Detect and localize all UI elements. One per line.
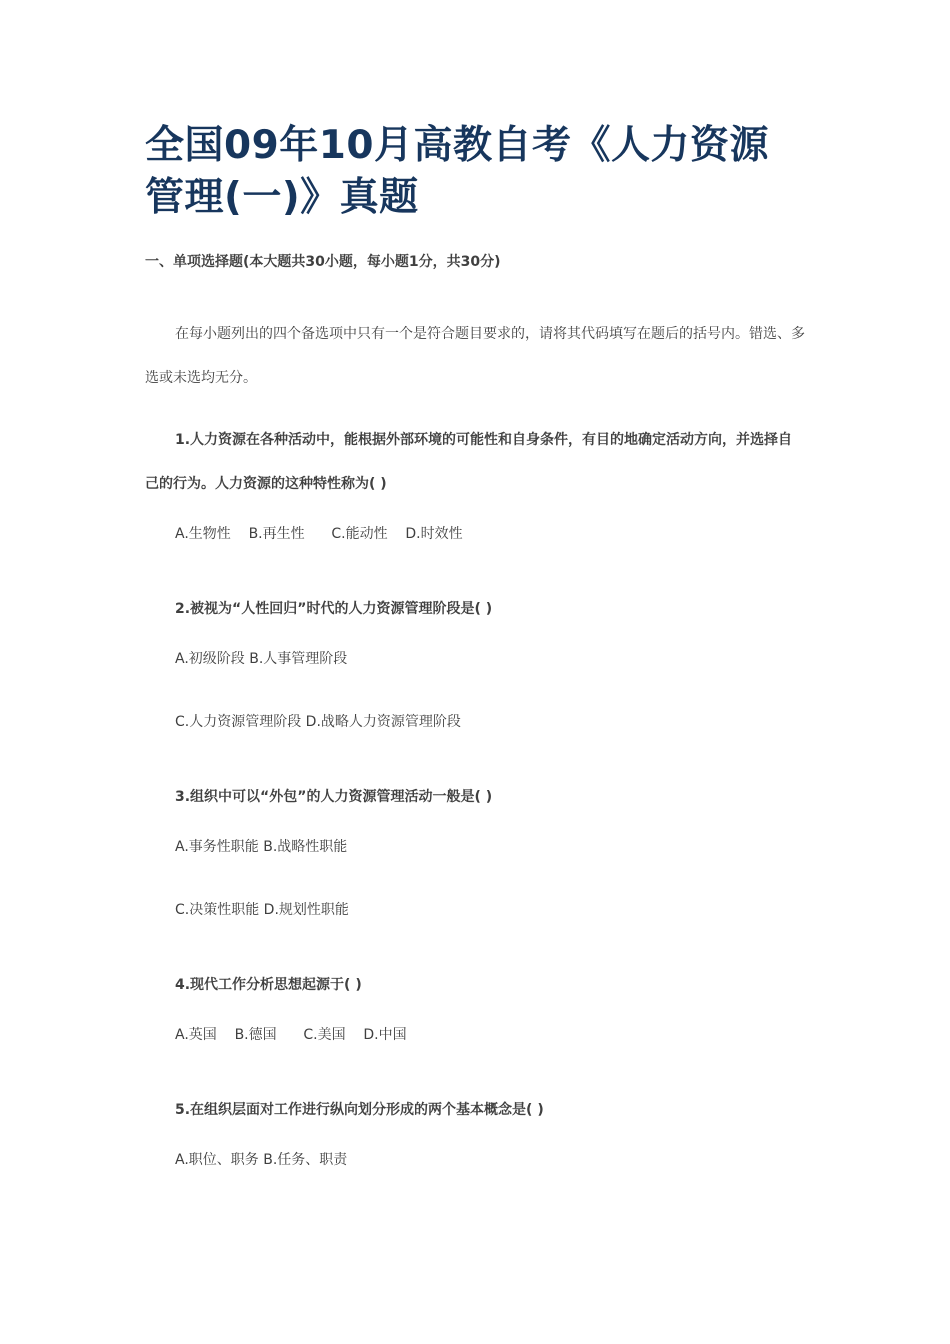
instructions-text: 在每小题列出的四个备选项中只有一个是符合题目要求的，请将其代码填写在题后的括号内。错选、多选或未选均无分。 bbox=[145, 326, 805, 386]
question-4-options: A.英国 B.德国 C.美国 D.中国 bbox=[175, 1027, 407, 1043]
question-5-options: A.职位、职务 B.任务、职责 bbox=[175, 1152, 348, 1168]
question-2-options-cd: C.人力资源管理阶段 D.战略人力资源管理阶段 bbox=[175, 714, 461, 730]
question-3-options-ab: A.事务性职能 B.战略性职能 bbox=[175, 839, 348, 855]
question-5: 5.在组织层面对工作进行纵向划分形成的两个基本概念是( ) bbox=[175, 1102, 544, 1118]
question-2-options-ab: A.初级阶段 B.人事管理阶段 bbox=[175, 651, 348, 667]
document-title: 全国09年10月高教自考《人力资源管理(一)》真题 bbox=[145, 123, 770, 220]
document-page bbox=[145, 120, 805, 1170]
question-1-options: A.生物性 B.再生性 C.能动性 D.时效性 bbox=[175, 526, 463, 542]
question-2: 2.被视为“人性回归”时代的人力资源管理阶段是( ) bbox=[175, 601, 493, 617]
section-heading: 一、单项选择题(本大题共30小题，每小题1分，共30分) bbox=[145, 254, 501, 270]
question-3: 3.组织中可以“外包”的人力资源管理活动一般是( ) bbox=[175, 789, 493, 805]
question-4: 4.现代工作分析思想起源于( ) bbox=[175, 977, 362, 993]
question-1: 1.人力资源在各种活动中，能根据外部环境的可能性和自身条件，有目的地确定活动方向，并选择自己的行为。人力资源的这种特性称为( ) bbox=[145, 432, 793, 492]
question-3-options-cd: C.决策性职能 D.规划性职能 bbox=[175, 902, 349, 918]
